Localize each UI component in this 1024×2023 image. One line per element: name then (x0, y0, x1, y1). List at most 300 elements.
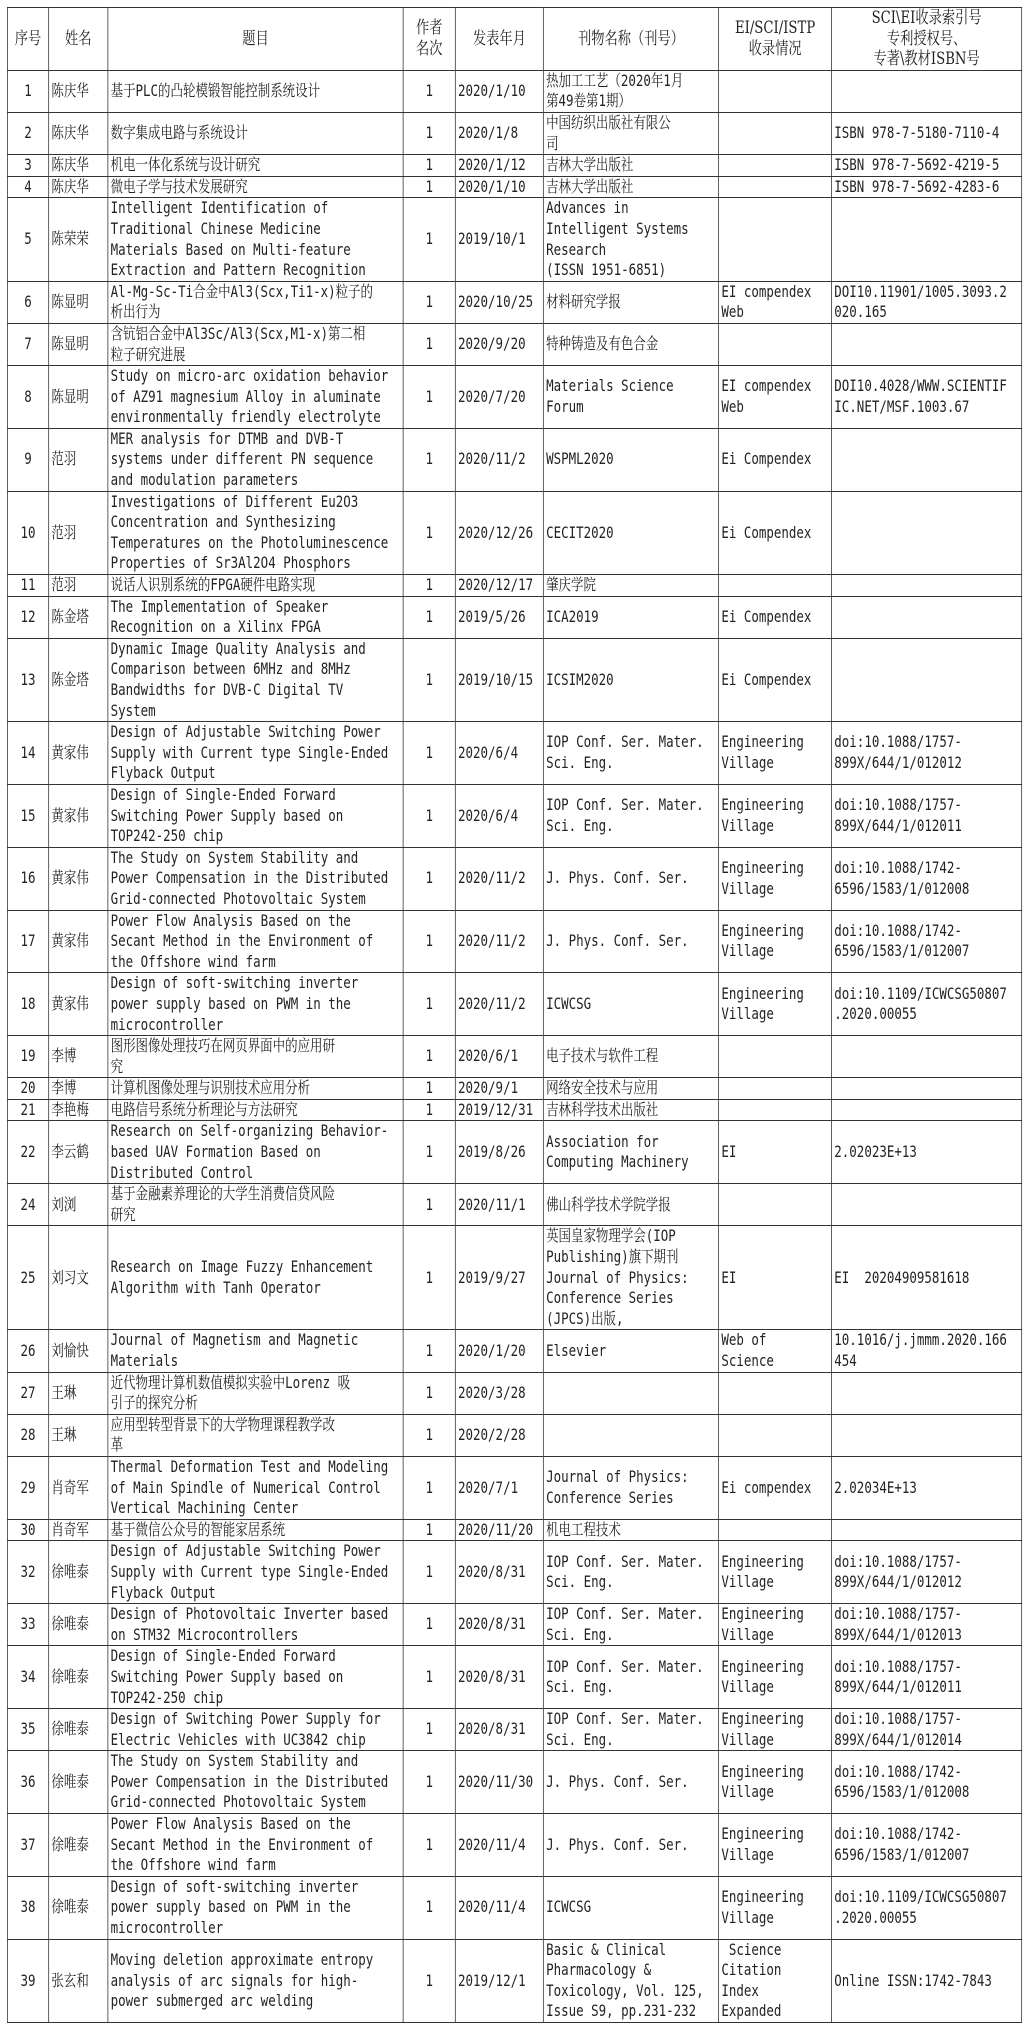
cell-index: 35 (7, 1709, 48, 1751)
cell-name: 陈庆华 (49, 112, 108, 154)
cell-pub-date: 2020/2/28 (455, 1414, 543, 1456)
cell-name: 陈显明 (49, 281, 108, 323)
cell-index: 26 (7, 1330, 48, 1372)
table-row (7, 575, 1021, 597)
cell-index-status: Engineering Village (719, 722, 832, 785)
cell-author-rank: 1 (403, 1456, 455, 1519)
cell-pub-date: 2020/6/4 (455, 722, 543, 785)
cell-reference-number (832, 1414, 1022, 1456)
cell-name: 陈庆华 (49, 176, 108, 198)
cell-index: 16 (7, 847, 48, 910)
cell-author-rank: 1 (403, 1078, 455, 1100)
table-row (7, 973, 1021, 1036)
cell-reference-number: 10.1016/j.jmmm.2020.166 454 (832, 1330, 1022, 1372)
cell-index: 20 (7, 1078, 48, 1100)
cell-author-rank: 1 (403, 1709, 455, 1751)
cell-name: 刘习文 (49, 1226, 108, 1330)
cell-author-rank: 1 (403, 1036, 455, 1078)
cell-journal: J. Phys. Conf. Ser. (543, 910, 718, 973)
cell-index-status: EI (719, 1226, 832, 1330)
cell-title: 含钪铝合金中Al3Sc/Al3(Scx,M1-x)第二相 粒子研究进展 (108, 323, 403, 365)
cell-author-rank: 1 (403, 1604, 455, 1646)
table-row (7, 1414, 1021, 1456)
cell-index-status (719, 1078, 832, 1100)
header-pub-date: 发表年月 (455, 8, 543, 71)
cell-name: 徐唯泰 (49, 1751, 108, 1814)
cell-reference-number (832, 1099, 1022, 1121)
cell-name: 范羽 (49, 428, 108, 491)
table-row (7, 1184, 1021, 1226)
cell-pub-date: 2020/8/31 (455, 1541, 543, 1604)
cell-pub-date: 2020/10/25 (455, 281, 543, 323)
cell-journal: IOP Conf. Ser. Mater. Sci. Eng. (543, 1541, 718, 1604)
table-row (7, 784, 1021, 847)
cell-journal: 吉林科学技术出版社 (543, 1099, 718, 1121)
cell-journal: IOP Conf. Ser. Mater. Sci. Eng. (543, 1604, 718, 1646)
cell-reference-number (832, 1078, 1022, 1100)
cell-index: 5 (7, 198, 48, 281)
cell-pub-date: 2019/10/1 (455, 198, 543, 281)
cell-author-rank: 1 (403, 1372, 455, 1414)
cell-pub-date: 2020/8/31 (455, 1709, 543, 1751)
cell-pub-date: 2020/1/20 (455, 1330, 543, 1372)
cell-title: Journal of Magnetism and Magnetic Materials (108, 1330, 403, 1372)
cell-pub-date: 2019/12/31 (455, 1099, 543, 1121)
cell-pub-date: 2020/7/20 (455, 366, 543, 429)
cell-title: 微电子学与技术发展研究 (108, 176, 403, 198)
table-row (7, 176, 1021, 198)
cell-author-rank: 1 (403, 1876, 455, 1939)
cell-index-status (719, 1099, 832, 1121)
table-row (7, 155, 1021, 177)
table-row (7, 1541, 1021, 1604)
cell-title: Research on Image Fuzzy Enhancement Algorithm with Tanh Operator (108, 1226, 403, 1330)
header-journal: 刊物名称（刊号） (543, 8, 718, 71)
cell-pub-date: 2020/11/4 (455, 1814, 543, 1877)
table-row (7, 1078, 1021, 1100)
cell-journal: ICWCSG (543, 1876, 718, 1939)
cell-title: Power Flow Analysis Based on the Secant Method in the Environment of the Offshore wind farm (108, 910, 403, 973)
cell-index-status: Engineering Village (719, 1709, 832, 1751)
cell-index-status (719, 323, 832, 365)
cell-index-status: Ei Compendex (719, 491, 832, 574)
table-row (7, 1939, 1021, 2022)
cell-title: Thermal Deformation Test and Modeling of Main Spindle of Numerical Control Vertical Machining Center (108, 1456, 403, 1519)
cell-index-status (719, 112, 832, 154)
cell-pub-date: 2020/11/1 (455, 1184, 543, 1226)
cell-journal: Basic & Clinical Pharmacology & Toxicology, Vol. 125, Issue S9, pp.231-232 (543, 1939, 718, 2022)
cell-index-status: EI (719, 1121, 832, 1184)
cell-index: 19 (7, 1036, 48, 1078)
cell-pub-date: 2020/3/28 (455, 1372, 543, 1414)
cell-pub-date: 2020/8/31 (455, 1646, 543, 1709)
cell-journal: IOP Conf. Ser. Mater. Sci. Eng. (543, 722, 718, 785)
cell-name: 徐唯泰 (49, 1646, 108, 1709)
cell-name: 陈显明 (49, 323, 108, 365)
cell-journal: 吉林大学出版社 (543, 155, 718, 177)
cell-author-rank: 1 (403, 323, 455, 365)
cell-name: 黄家伟 (49, 847, 108, 910)
cell-reference-number (832, 1036, 1022, 1078)
cell-reference-number (832, 1372, 1022, 1414)
cell-title: Study on micro-arc oxidation behavior of AZ91 magnesium Alloy in aluminate environmentally friendly electrolyte (108, 366, 403, 429)
cell-reference-number: doi:10.1088/1757- 899X/644/1/012012 (832, 1541, 1022, 1604)
cell-index: 29 (7, 1456, 48, 1519)
cell-journal: 佛山科学技术学院学报 (543, 1184, 718, 1226)
cell-pub-date: 2020/1/12 (455, 155, 543, 177)
table-row (7, 1372, 1021, 1414)
cell-reference-number: doi:10.1088/1757- 899X/644/1/012013 (832, 1604, 1022, 1646)
cell-reference-number: doi:10.1088/1742- 6596/1583/1/012008 (832, 1751, 1022, 1814)
cell-index-status: EI compendex Web (719, 366, 832, 429)
cell-index-status: Web of Science (719, 1330, 832, 1372)
cell-journal: ICWCSG (543, 973, 718, 1036)
cell-author-rank: 1 (403, 176, 455, 198)
cell-title: The Implementation of Speaker Recognition on a Xilinx FPGA (108, 596, 403, 638)
cell-journal: 机电工程技术 (543, 1519, 718, 1541)
cell-name: 王琳 (49, 1372, 108, 1414)
cell-author-rank: 1 (403, 1414, 455, 1456)
cell-pub-date: 2020/1/10 (455, 176, 543, 198)
cell-index: 14 (7, 722, 48, 785)
cell-journal: Association for Computing Machinery (543, 1121, 718, 1184)
table-row (7, 596, 1021, 638)
cell-author-rank: 1 (403, 198, 455, 281)
cell-journal: Elsevier (543, 1330, 718, 1372)
cell-reference-number: DOI10.4028/WWW.SCIENTIF IC.NET/MSF.1003.67 (832, 366, 1022, 429)
cell-index: 17 (7, 910, 48, 973)
cell-index-status (719, 70, 832, 112)
cell-journal: Materials Science Forum (543, 366, 718, 429)
cell-name: 李博 (49, 1036, 108, 1078)
cell-reference-number: doi:10.1109/ICWCSG50807 .2020.00055 (832, 1876, 1022, 1939)
cell-index-status: Engineering Village (719, 1646, 832, 1709)
cell-name: 陈庆华 (49, 155, 108, 177)
cell-name: 李博 (49, 1078, 108, 1100)
cell-author-rank: 1 (403, 366, 455, 429)
cell-index: 2 (7, 112, 48, 154)
cell-pub-date: 2020/12/17 (455, 575, 543, 597)
cell-index: 7 (7, 323, 48, 365)
cell-name: 徐唯泰 (49, 1709, 108, 1751)
cell-title: Al-Mg-Sc-Ti合金中Al3(Scx,Ti1-x)粒子的 析出行为 (108, 281, 403, 323)
cell-pub-date: 2020/9/20 (455, 323, 543, 365)
cell-journal: IOP Conf. Ser. Mater. Sci. Eng. (543, 1709, 718, 1751)
cell-reference-number (832, 70, 1022, 112)
table-row (7, 1519, 1021, 1541)
cell-journal: 吉林大学出版社 (543, 176, 718, 198)
cell-reference-number: 2.02023E+13 (832, 1121, 1022, 1184)
cell-author-rank: 1 (403, 70, 455, 112)
cell-name: 徐唯泰 (49, 1814, 108, 1877)
cell-reference-number: EI 20204909581618 (832, 1226, 1022, 1330)
cell-index: 11 (7, 575, 48, 597)
cell-pub-date: 2020/12/26 (455, 491, 543, 574)
cell-name: 黄家伟 (49, 910, 108, 973)
cell-index-status: Engineering Village (719, 1751, 832, 1814)
table-row (7, 112, 1021, 154)
cell-index-status (719, 1414, 832, 1456)
header-reference-number: SCI\EI收录索引号 专利授权号、 专著\教材ISBN号 (832, 8, 1022, 71)
cell-name: 陈荣荣 (49, 198, 108, 281)
cell-index: 13 (7, 638, 48, 721)
cell-author-rank: 1 (403, 847, 455, 910)
cell-title: Design of Photovoltaic Inverter based on STM32 Microcontrollers (108, 1604, 403, 1646)
cell-title: Design of Switching Power Supply for Electric Vehicles with UC3842 chip (108, 1709, 403, 1751)
cell-journal: ICSIM2020 (543, 638, 718, 721)
cell-index-status (719, 1036, 832, 1078)
cell-index: 28 (7, 1414, 48, 1456)
cell-name: 徐唯泰 (49, 1876, 108, 1939)
cell-journal: 中国纺织出版社有限公 司 (543, 112, 718, 154)
cell-index: 10 (7, 491, 48, 574)
cell-journal: Journal of Physics: Conference Series (543, 1456, 718, 1519)
cell-title: 数字集成电路与系统设计 (108, 112, 403, 154)
cell-journal: CECIT2020 (543, 491, 718, 574)
cell-index: 18 (7, 973, 48, 1036)
table-row (7, 323, 1021, 365)
cell-author-rank: 1 (403, 281, 455, 323)
cell-title: 图形图像处理技巧在网页界面中的应用研 究 (108, 1036, 403, 1078)
cell-name: 黄家伟 (49, 722, 108, 785)
cell-index: 30 (7, 1519, 48, 1541)
cell-journal: J. Phys. Conf. Ser. (543, 1751, 718, 1814)
table-row (7, 910, 1021, 973)
cell-index-status (719, 176, 832, 198)
cell-reference-number (832, 198, 1022, 281)
cell-pub-date: 2020/11/4 (455, 1876, 543, 1939)
cell-reference-number (832, 638, 1022, 721)
cell-reference-number: doi:10.1088/1742- 6596/1583/1/012008 (832, 847, 1022, 910)
cell-title: The Study on System Stability and Power Compensation in the Distributed Grid-connected Photovoltaic System (108, 847, 403, 910)
cell-journal (543, 1372, 718, 1414)
cell-index: 33 (7, 1604, 48, 1646)
cell-reference-number (832, 596, 1022, 638)
header-row (7, 8, 1021, 71)
table-row (7, 70, 1021, 112)
table-row (7, 1814, 1021, 1877)
cell-author-rank: 1 (403, 428, 455, 491)
cell-index-status (719, 155, 832, 177)
cell-index: 15 (7, 784, 48, 847)
cell-name: 肖奇军 (49, 1519, 108, 1541)
cell-pub-date: 2020/8/31 (455, 1604, 543, 1646)
cell-index-status: Engineering Village (719, 1876, 832, 1939)
cell-pub-date: 2020/6/4 (455, 784, 543, 847)
header-title: 题目 (108, 8, 403, 71)
cell-pub-date: 2020/11/2 (455, 910, 543, 973)
cell-journal: ICA2019 (543, 596, 718, 638)
table-row (7, 1604, 1021, 1646)
table-row (7, 1456, 1021, 1519)
cell-index-status: Ei Compendex (719, 638, 832, 721)
cell-title: Design of Single-Ended Forward Switching Power Supply based on TOP242-250 chip (108, 1646, 403, 1709)
cell-pub-date: 2019/12/1 (455, 1939, 543, 2022)
cell-reference-number: doi:10.1109/ICWCSG50807 .2020.00055 (832, 973, 1022, 1036)
cell-reference-number (832, 491, 1022, 574)
cell-pub-date: 2020/11/2 (455, 428, 543, 491)
cell-index-status (719, 1184, 832, 1226)
cell-reference-number: ISBN 978-7-5180-7110-4 (832, 112, 1022, 154)
cell-reference-number (832, 323, 1022, 365)
cell-index-status: Engineering Village (719, 784, 832, 847)
table-row (7, 1709, 1021, 1751)
cell-index: 3 (7, 155, 48, 177)
cell-index: 27 (7, 1372, 48, 1414)
cell-title: 基于金融素养理论的大学生消费信贷风险 研究 (108, 1184, 403, 1226)
cell-reference-number (832, 575, 1022, 597)
cell-title: Design of Adjustable Switching Power Supply with Current type Single-Ended Flyback Output (108, 722, 403, 785)
cell-pub-date: 2020/1/10 (455, 70, 543, 112)
cell-title: Intelligent Identification of Traditional Chinese Medicine Materials Based on Multi-feature Extraction and Pattern Recognition (108, 198, 403, 281)
cell-index-status: Engineering Village (719, 1814, 832, 1877)
cell-journal: IOP Conf. Ser. Mater. Sci. Eng. (543, 784, 718, 847)
table-row (7, 366, 1021, 429)
cell-name: 黄家伟 (49, 784, 108, 847)
cell-pub-date: 2020/11/30 (455, 1751, 543, 1814)
cell-author-rank: 1 (403, 1541, 455, 1604)
header-author-rank: 作者 名次 (403, 8, 455, 71)
table-row (7, 722, 1021, 785)
cell-author-rank: 1 (403, 973, 455, 1036)
cell-index: 9 (7, 428, 48, 491)
cell-author-rank: 1 (403, 1814, 455, 1877)
cell-name: 黄家伟 (49, 973, 108, 1036)
cell-journal: 肇庆学院 (543, 575, 718, 597)
cell-author-rank: 1 (403, 1184, 455, 1226)
cell-journal: 材料研究学报 (543, 281, 718, 323)
publication-table (7, 7, 1022, 2023)
cell-title: MER analysis for DTMB and DVB-T systems under different PN sequence and modulation parameters (108, 428, 403, 491)
cell-pub-date: 2020/7/1 (455, 1456, 543, 1519)
cell-title: Power Flow Analysis Based on the Secant Method in the Environment of the Offshore wind farm (108, 1814, 403, 1877)
cell-title: Moving deletion approximate entropy analysis of arc signals for high- power submerged arc welding (108, 1939, 403, 2022)
cell-name: 王琳 (49, 1414, 108, 1456)
publication-table-container (7, 7, 1022, 2023)
cell-journal: Advances in Intelligent Systems Research (ISSN 1951-6851) (543, 198, 718, 281)
cell-reference-number: Online ISSN:1742-7843 (832, 1939, 1022, 2022)
cell-index-status: Ei Compendex (719, 428, 832, 491)
table-row (7, 281, 1021, 323)
cell-title: Dynamic Image Quality Analysis and Comparison between 6MHz and 8MHz Bandwidths for DVB-C Digital TV System (108, 638, 403, 721)
cell-reference-number: DOI10.11901/1005.3093.2 020.165 (832, 281, 1022, 323)
cell-journal: 网络安全技术与应用 (543, 1078, 718, 1100)
cell-journal: J. Phys. Conf. Ser. (543, 847, 718, 910)
cell-title: 说话人识别系统的FPGA硬件电路实现 (108, 575, 403, 597)
cell-reference-number (832, 1184, 1022, 1226)
cell-index: 32 (7, 1541, 48, 1604)
cell-index: 21 (7, 1099, 48, 1121)
cell-title: 基于PLC的凸轮模锻智能控制系统设计 (108, 70, 403, 112)
table-row (7, 491, 1021, 574)
cell-reference-number: doi:10.1088/1742- 6596/1583/1/012007 (832, 1814, 1022, 1877)
cell-index-status (719, 1519, 832, 1541)
cell-author-rank: 1 (403, 1099, 455, 1121)
cell-index-status: Ei Compendex (719, 596, 832, 638)
cell-reference-number: 2.02034E+13 (832, 1456, 1022, 1519)
cell-index-status: Engineering Village (719, 847, 832, 910)
table-row (7, 1876, 1021, 1939)
cell-index: 34 (7, 1646, 48, 1709)
cell-index: 12 (7, 596, 48, 638)
cell-author-rank: 1 (403, 722, 455, 785)
cell-index-status: Engineering Village (719, 1541, 832, 1604)
header-index-status: EI/SCI/ISTP 收录情况 (719, 8, 832, 71)
cell-title: 电路信号系统分析理论与方法研究 (108, 1099, 403, 1121)
cell-reference-number: doi:10.1088/1757- 899X/644/1/012011 (832, 784, 1022, 847)
cell-title: 机电一体化系统与设计研究 (108, 155, 403, 177)
cell-title: 近代物理计算机数值模拟实验中Lorenz 吸 引子的探究分析 (108, 1372, 403, 1414)
cell-journal: WSPML2020 (543, 428, 718, 491)
cell-pub-date: 2020/9/1 (455, 1078, 543, 1100)
table-body (7, 70, 1021, 2022)
header-name: 姓名 (49, 8, 108, 71)
cell-pub-date: 2020/11/20 (455, 1519, 543, 1541)
cell-author-rank: 1 (403, 491, 455, 574)
cell-name: 刘愉快 (49, 1330, 108, 1372)
cell-reference-number: doi:10.1088/1757- 899X/644/1/012011 (832, 1646, 1022, 1709)
cell-reference-number: doi:10.1088/1757- 899X/644/1/012012 (832, 722, 1022, 785)
cell-author-rank: 1 (403, 155, 455, 177)
cell-index: 25 (7, 1226, 48, 1330)
cell-author-rank: 1 (403, 910, 455, 973)
cell-name: 陈金塔 (49, 638, 108, 721)
cell-pub-date: 2019/8/26 (455, 1121, 543, 1184)
cell-title: The Study on System Stability and Power Compensation in the Distributed Grid-connected Photovoltaic System (108, 1751, 403, 1814)
cell-index: 38 (7, 1876, 48, 1939)
cell-pub-date: 2019/5/26 (455, 596, 543, 638)
table-row (7, 1121, 1021, 1184)
cell-author-rank: 1 (403, 575, 455, 597)
table-row (7, 847, 1021, 910)
cell-reference-number (832, 1519, 1022, 1541)
cell-journal: 热加工工艺（2020年1月 第49卷第1期） (543, 70, 718, 112)
cell-journal: J. Phys. Conf. Ser. (543, 1814, 718, 1877)
cell-name: 徐唯泰 (49, 1541, 108, 1604)
cell-reference-number: ISBN 978-7-5692-4219-5 (832, 155, 1022, 177)
table-row (7, 1226, 1021, 1330)
cell-reference-number: ISBN 978-7-5692-4283-6 (832, 176, 1022, 198)
cell-author-rank: 1 (403, 1751, 455, 1814)
cell-author-rank: 1 (403, 784, 455, 847)
cell-title: 基于微信公众号的智能家居系统 (108, 1519, 403, 1541)
cell-pub-date: 2019/10/15 (455, 638, 543, 721)
cell-index-status: Engineering Village (719, 973, 832, 1036)
cell-index: 39 (7, 1939, 48, 2022)
cell-title: Investigations of Different Eu2O3 Concentration and Synthesizing Temperatures on the Photoluminescence Properties of Sr3Al2O4 Phosphors (108, 491, 403, 574)
cell-index: 22 (7, 1121, 48, 1184)
cell-index-status (719, 575, 832, 597)
table-row (7, 1751, 1021, 1814)
table-row (7, 198, 1021, 281)
cell-title: Design of Adjustable Switching Power Supply with Current type Single-Ended Flyback Output (108, 1541, 403, 1604)
cell-index: 1 (7, 70, 48, 112)
table-row (7, 1099, 1021, 1121)
cell-pub-date: 2020/6/1 (455, 1036, 543, 1078)
cell-name: 肖奇军 (49, 1456, 108, 1519)
cell-name: 刘浏 (49, 1184, 108, 1226)
cell-index-status: Engineering Village (719, 1604, 832, 1646)
cell-journal: 特种铸造及有色合金 (543, 323, 718, 365)
table-row (7, 1036, 1021, 1078)
cell-author-rank: 1 (403, 1226, 455, 1330)
table-row (7, 1646, 1021, 1709)
cell-reference-number: doi:10.1088/1742- 6596/1583/1/012007 (832, 910, 1022, 973)
cell-name: 李艳梅 (49, 1099, 108, 1121)
header-index: 序号 (7, 8, 48, 71)
cell-author-rank: 1 (403, 1121, 455, 1184)
cell-pub-date: 2020/1/8 (455, 112, 543, 154)
